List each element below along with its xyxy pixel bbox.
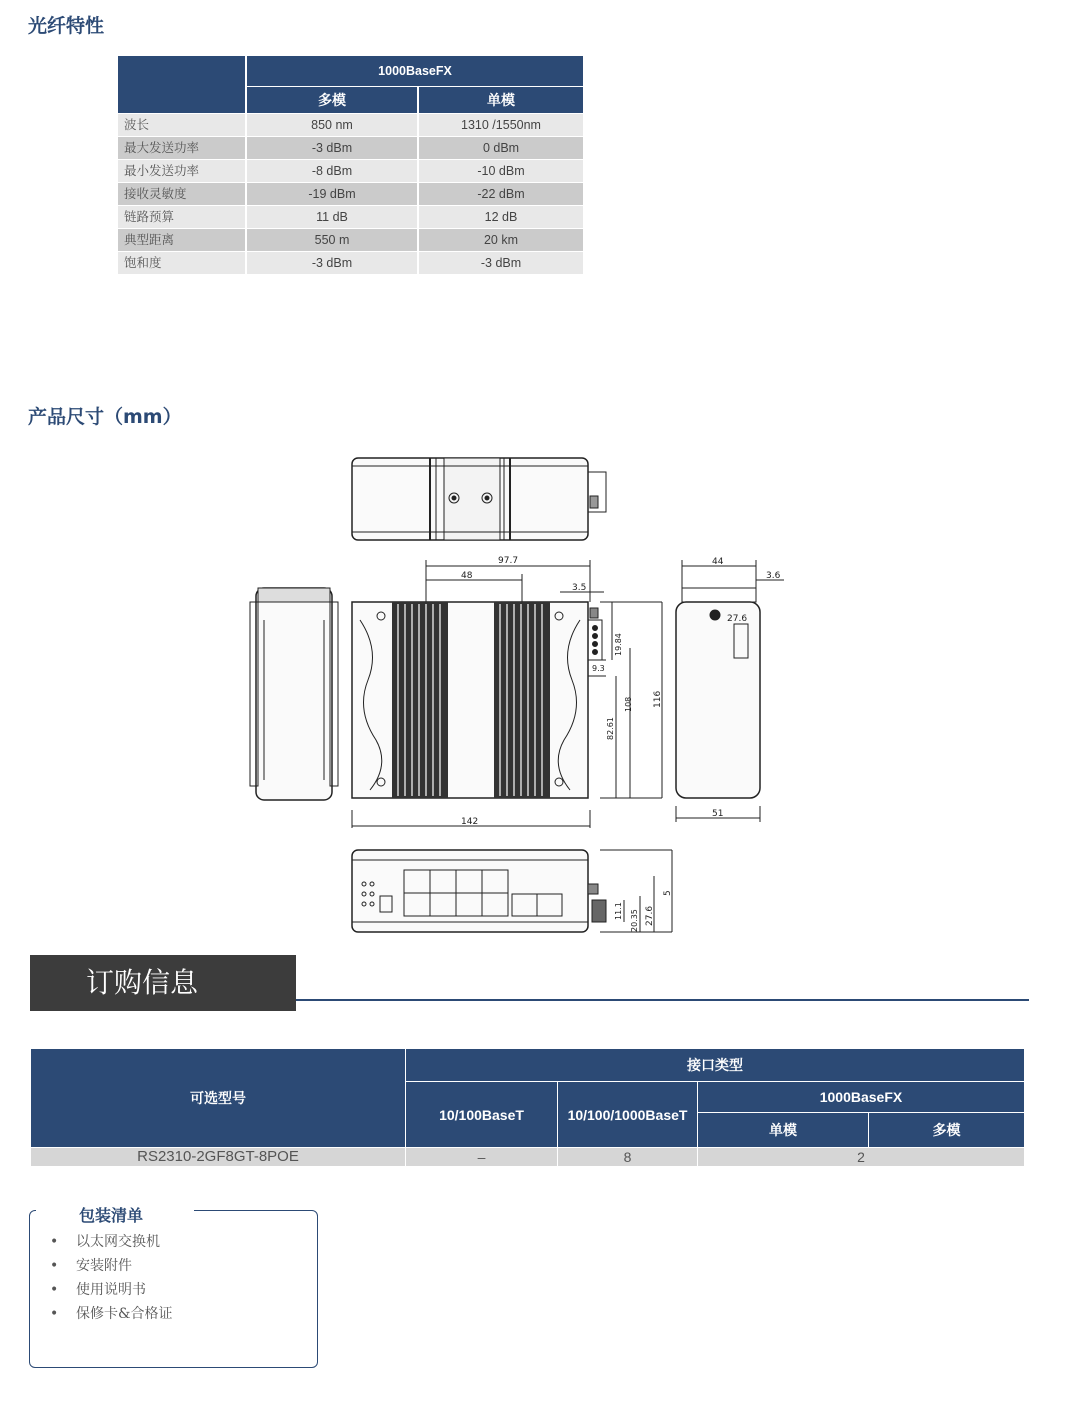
- dim-82-61: 82.61: [606, 717, 615, 740]
- row-single: 20 km: [418, 229, 584, 252]
- dim-48: 48: [461, 571, 473, 581]
- dim-44: 44: [712, 557, 724, 567]
- order-col-single: 单模: [698, 1113, 869, 1148]
- order-table: [30, 1048, 1025, 1167]
- row-multi: 850 nm: [246, 114, 418, 137]
- list-item: • 使用说明书: [50, 1282, 146, 1298]
- dim-51: 51: [712, 809, 724, 819]
- package-item: 安装附件: [76, 1258, 132, 1274]
- row-label: 最小发送功率: [118, 160, 246, 183]
- order-model: RS2310-2GF8GT-8POE: [31, 1148, 406, 1167]
- left-side-view: [250, 588, 338, 800]
- order-col-10-100-1000: 10/100/1000BaseT: [558, 1082, 698, 1148]
- table-row: [118, 252, 584, 275]
- row-label: 波长: [118, 114, 246, 137]
- list-item: • 保修卡&合格证: [50, 1306, 173, 1322]
- dim-108: 108: [624, 696, 633, 712]
- right-side-view: [676, 560, 784, 822]
- dim-5: 5: [663, 890, 673, 896]
- row-single: 1310 /1550nm: [418, 114, 584, 137]
- row-label: 最大发送功率: [118, 137, 246, 160]
- order-banner: 订购信息: [30, 955, 296, 1011]
- package-item: 使用说明书: [76, 1282, 146, 1298]
- row-label: 接收灵敏度: [118, 183, 246, 206]
- optical-header-corner: [118, 56, 246, 114]
- order-val-fx: 2: [698, 1148, 1025, 1167]
- table-row: [118, 229, 584, 252]
- list-item: • 以太网交换机: [50, 1234, 160, 1250]
- package-item: 保修卡&合格证: [76, 1306, 173, 1322]
- dim-97-7: 97.7: [498, 556, 519, 566]
- dim-27-6-bottom: 27.6: [645, 905, 655, 926]
- table-row: [31, 1148, 1025, 1167]
- order-val-10-100: –: [406, 1148, 558, 1167]
- order-banner-line: [296, 999, 1029, 1001]
- row-single: -10 dBm: [418, 160, 584, 183]
- row-multi: -3 dBm: [246, 252, 418, 275]
- optical-group-header: 1000BaseFX: [246, 56, 584, 87]
- table-row: [118, 206, 584, 229]
- row-single: 12 dB: [418, 206, 584, 229]
- row-label: 典型距离: [118, 229, 246, 252]
- dimension-drawing: [240, 450, 800, 950]
- dim-27-6-side: 27.6: [727, 614, 748, 624]
- row-single: 0 dBm: [418, 137, 584, 160]
- dim-11-1: 11.1: [614, 902, 623, 920]
- dim-116: 116: [653, 690, 663, 708]
- row-label: 链路预算: [118, 206, 246, 229]
- row-multi: 11 dB: [246, 206, 418, 229]
- order-val-10-100-1000: 8: [558, 1148, 698, 1167]
- row-multi: 550 m: [246, 229, 418, 252]
- list-item: • 安装附件: [50, 1258, 132, 1274]
- order-col-model: 可选型号: [31, 1049, 406, 1148]
- order-col-multi: 多模: [869, 1113, 1025, 1148]
- package-list: [50, 1232, 172, 1328]
- package-item: 以太网交换机: [76, 1234, 160, 1250]
- order-col-interface: 接口类型: [406, 1049, 1025, 1082]
- row-single: -3 dBm: [418, 252, 584, 275]
- table-row: [118, 183, 584, 206]
- front-view: [352, 560, 662, 828]
- dim-19-84: 19.84: [614, 633, 623, 656]
- dim-9-3: 9.3: [592, 664, 605, 673]
- row-multi: -19 dBm: [246, 183, 418, 206]
- dim-3-6: 3.6: [766, 571, 781, 581]
- bottom-view: [352, 850, 672, 932]
- dim-20-35: 20.35: [630, 909, 639, 932]
- optical-col-single: 单模: [418, 87, 584, 114]
- table-row: [118, 114, 584, 137]
- dim-3-5: 3.5: [572, 583, 587, 593]
- dimensions-section-title: 产品尺寸（mm）: [28, 406, 182, 428]
- top-view: [352, 458, 606, 540]
- optical-col-multi: 多模: [246, 87, 418, 114]
- table-row: [118, 160, 584, 183]
- table-row: [118, 137, 584, 160]
- package-title: 包装清单: [79, 1206, 144, 1225]
- optical-table: [118, 56, 585, 275]
- order-col-10-100: 10/100BaseT: [406, 1082, 558, 1148]
- row-single: -22 dBm: [418, 183, 584, 206]
- row-label: 饱和度: [118, 252, 246, 275]
- row-multi: -8 dBm: [246, 160, 418, 183]
- optical-section-title: 光纤特性: [28, 15, 105, 37]
- dim-142: 142: [461, 817, 479, 827]
- order-col-fx: 1000BaseFX: [698, 1082, 1025, 1113]
- row-multi: -3 dBm: [246, 137, 418, 160]
